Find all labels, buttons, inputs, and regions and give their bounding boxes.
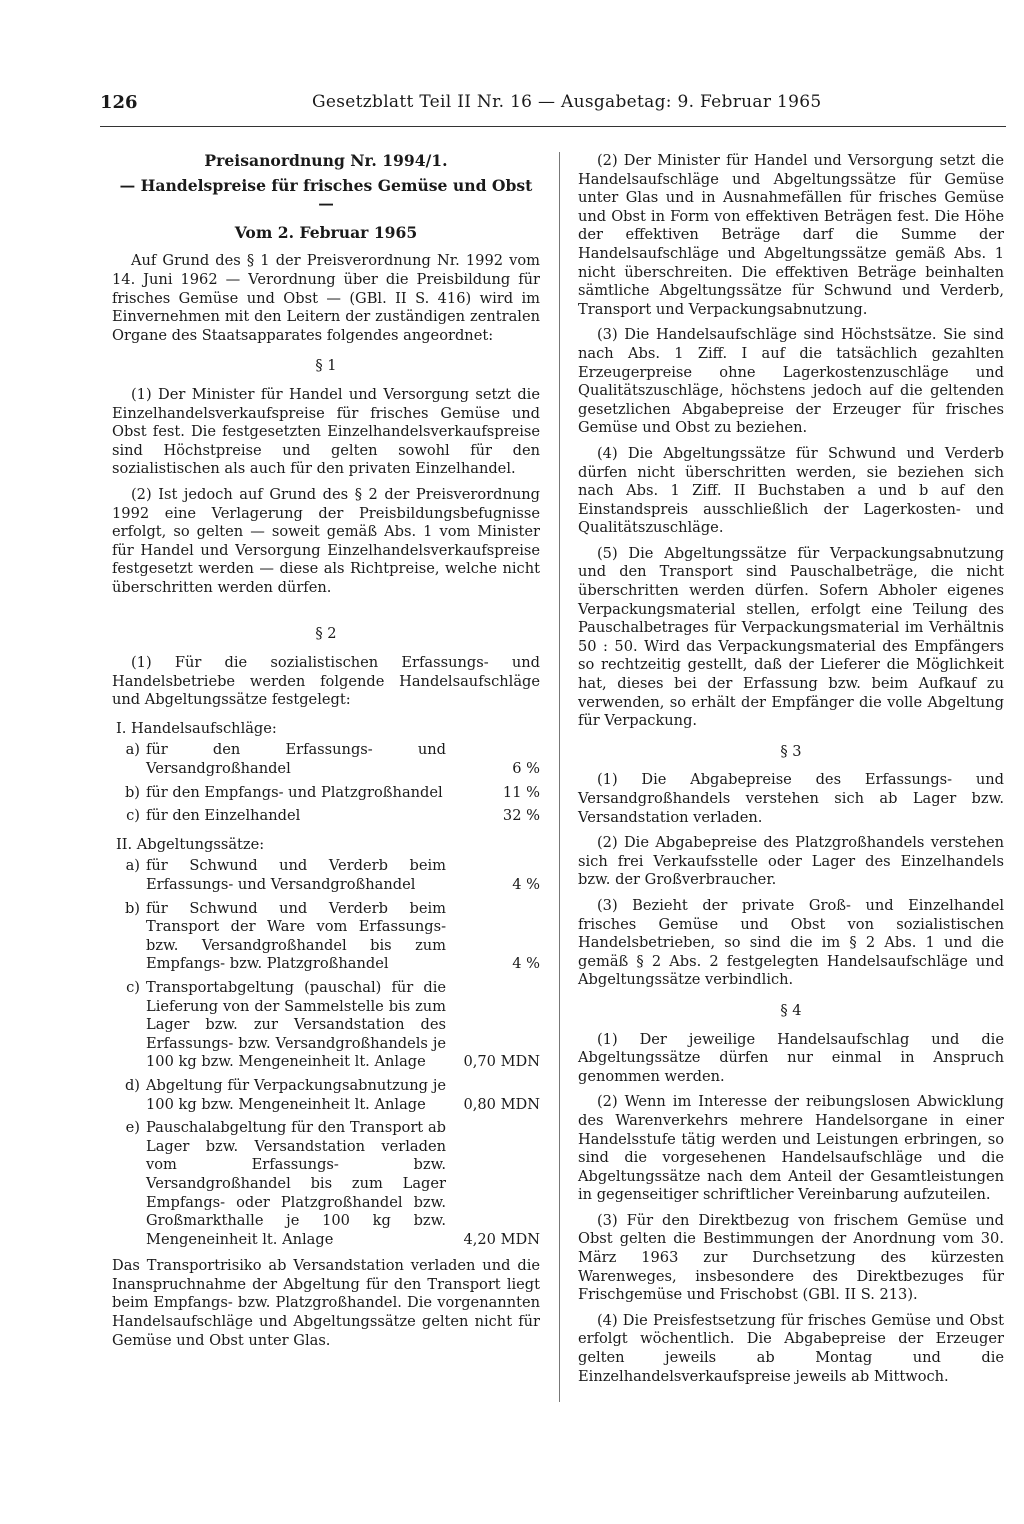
item-label: c) [126, 978, 140, 996]
section-3-paragraph-2: (2) Die Abgabepreise des Platzgroßhandels verstehen sich frei Verkaufsstelle oder Lager des Einzelhandels bzw. der Großverbraucher. [578, 834, 1004, 889]
decree-title: Preisanordnung Nr. 1994/1. [204, 151, 448, 170]
item-label: b) [124, 783, 140, 801]
list-heading: II. Abgeltungssätze: [116, 835, 265, 853]
left-column [112, 152, 540, 1357]
item-value: 6 % [512, 760, 540, 778]
item-value: 4,20 MDN [463, 1230, 540, 1248]
item-text: für den Empfangs- und Platzgroßhandel [146, 783, 443, 801]
section-4-paragraph-1: (1) Der jeweilige Handelsaufschlag und die Abgeltungssätze dürfen nur einmal in Anspruch genommen werden. [578, 1030, 1004, 1085]
item-value: 0,70 MDN [463, 1053, 540, 1071]
section-4-heading: § 4 [780, 1001, 802, 1019]
item-value: 4 % [512, 955, 540, 973]
item-text: Pauschalabgeltung für den Transport ab Lager bzw. Versandstation verladen vom Erfassungs- bzw. Versandgroßhandel bis zum Lager Empfangs- oder Platzgroßhandel bzw. Großmarkthalle je 100 kg bzw. Mengeneinheit lt. Anlage [146, 1119, 446, 1248]
preamble-paragraph: Auf Grund des § 1 der Preisverordnung Nr. 1992 vom 14. Juni 1962 — Verordnung über die Preisbildung für frisches Gemüse und Obst — (GBl. II S. 416) wird im Einvernehmen mit den Leitern der zuständigen zentralen Organe des Staatsapparates folgendes angeordnet: [112, 252, 540, 344]
page-number: 126 [100, 92, 138, 113]
item-label: b) [124, 899, 140, 917]
item-text: für Schwund und Verderb beim Erfassungs- und Versandgroßhandel [146, 857, 446, 893]
handelsaufschlaege-list [112, 720, 540, 826]
page-header [100, 86, 1006, 127]
section-2-paragraph-4: (4) Die Abgeltungssätze für Schwund und Verderb dürfen nicht überschritten werden, sie beziehen sich nach Abs. 1 Ziff. II Buchstaben a und b auf den Einstandspreis ausschließlich der Lagerkosten- und Qualitätszuschläge. [578, 444, 1004, 537]
item-text: Transportabgeltung (pauschal) für die Lieferung von der Sammelstelle bis zum Lager bzw. zur Versandstation des Erfassungs- bzw. Versandgroßhandels je 100 kg bzw. Mengeneinheit lt. Anlage [146, 978, 446, 1071]
list-item [112, 1077, 540, 1114]
list-item [112, 1119, 540, 1249]
section-3-paragraph-3: (3) Bezieht der private Groß- und Einzelhandel frisches Gemüse und Obst von sozialistischen Handelsbetrieben, so sind die im § 2 Abs. 1 und die gemäß § 2 Abs. 2 festgelegten Handelsaufschläge und Abgeltungssätze verbindlich. [578, 896, 1004, 989]
list-item [112, 900, 540, 974]
section-3-heading: § 3 [780, 742, 802, 760]
section-4-paragraph-2: (2) Wenn im Interesse der reibungslosen Abwicklung des Warenverkehrs mehrere Handelsorgane in einer Handelsstufe tätig werden und Leistungen erbringen, so sind die vorgesehenen Handelsaufschläge und die Abgeltungssätze nach dem Anteil der Gesamtleistungen in gegenseitiger schriftlicher Vereinbarung aufzuteilen. [578, 1093, 1004, 1204]
list-item [112, 857, 540, 894]
item-label: e) [125, 1119, 140, 1137]
list-item [112, 784, 540, 803]
section-2-paragraph-5: (5) Die Abgeltungssätze für Verpackungsabnutzung und den Transport sind Pauschalbeträge, die nicht überschritten werden dürfen. Sofern Abholer eigenes Verpackungsmaterial stellen, erfolgt eine Teilung des Pauschalbetrages für Verpackungsmaterial im Verhältnis 50 : 50. Wird das Verpackungsmaterial des Empfängers so rechtzeitig gestellt, daß der Lieferer die Möglichkeit hat, dieses bei der Erfassung bzw. beim Aufkauf zu verwenden, so erhält der Empfänger die volle Abgeltung für Verpackung. [578, 544, 1004, 730]
item-text: für den Erfassungs- und Versandgroßhandel [146, 741, 446, 778]
section-1-heading: § 1 [315, 357, 337, 375]
item-label: c) [126, 807, 140, 825]
decree-date: Vom 2. Februar 1965 [234, 222, 418, 242]
item-text: Abgeltung für Verpackungsabnutzung je 100 kg bzw. Mengeneinheit lt. Anlage [146, 1076, 446, 1113]
abgeltungssaetze-list [112, 836, 540, 1249]
section-4-paragraph-3: (3) Für den Direktbezug von frischem Gemüse und Obst gelten die Bestimmungen der Anordnung vom 30. März 1963 zur Durchsetzung des kürzesten Warenweges, insbesondere des Direktbezuges für Frischgemüse und Frischobst (GBl. II S. 213). [578, 1211, 1004, 1304]
item-value: 0,80 MDN [463, 1095, 540, 1113]
item-value: 11 % [502, 783, 540, 801]
list-heading: I. Handelsaufschläge: [116, 719, 277, 737]
section-2-paragraph-3: (3) Die Handelsaufschläge sind Höchstsätze. Sie sind nach Abs. 1 Ziff. I auf die tatsächlich gezahlten Erzeugerpreise ohne Lagerkostenzuschläge und Qualitätszuschläge, höchstens jedoch auf die geltenden gesetzlichen Abgabepreise der Erzeuger für frisches Gemüse und Obst zu beziehen. [578, 326, 1004, 437]
item-label: a) [125, 857, 140, 875]
decree-subtitle: — Handelspreise für frisches Gemüse und Obst — [119, 175, 533, 214]
section-1-paragraph-1: (1) Der Minister für Handel und Versorgung setzt die Einzelhandelsverkaufspreise für frisches Gemüse und Obst fest. Die festgesetzten Einzelhandelsverkaufspreise sind Höchstpreise und gelten sowohl für den sozialistischen als auch für den privaten Einzelhandel. [112, 385, 540, 478]
section-2-heading: § 2 [315, 625, 337, 643]
running-header-title: Gesetzblatt Teil II Nr. 16 — Ausgabetag: 9. Februar 1965 [312, 92, 822, 112]
item-text: für den Einzelhandel [146, 807, 301, 825]
closing-paragraph: Das Transportrisiko ab Versandstation verladen und die Inanspruchnahme der Abgeltung für den Transport liegt beim Empfangs- bzw. Platzgroßhandel. Die vorgenannten Handelsaufschläge und Abgeltungssätze gelten nicht für Gemüse und Obst unter Glas. [112, 1257, 540, 1349]
list-item [112, 979, 540, 1072]
section-3-paragraph-1: (1) Die Abgabepreise des Erfassungs- und Versandgroßhandels verstehen sich ab Lager bzw. Versandstation verladen. [578, 771, 1004, 826]
item-value: 32 % [502, 807, 540, 825]
item-label: d) [124, 1076, 140, 1094]
column-divider [559, 152, 560, 1402]
right-column [578, 152, 1004, 1393]
section-1-paragraph-2: (2) Ist jedoch auf Grund des § 2 der Preisverordnung 1992 eine Verlagerung der Preisbildungsbefugnisse erfolgt, so gelten — soweit gemäß Abs. 1 vom Minister für Handel und Versorgung Einzelhandelsverkaufspreise festgesetzt werden — diese als Richtpreise, welche nicht überschritten werden dürfen. [112, 485, 540, 596]
list-item [112, 741, 540, 778]
item-text: für Schwund und Verderb beim Transport der Ware vom Erfassungs- bzw. Versandgroßhandel bis zum Empfangs- bzw. Platzgroßhandel [146, 899, 446, 973]
item-value: 4 % [512, 876, 540, 893]
item-label: a) [125, 741, 140, 759]
section-2-paragraph-2: (2) Der Minister für Handel und Versorgung setzt die Handelsaufschläge und Abgeltungssätze für Gemüse unter Glas und in Ausnahmefällen für frisches Gemüse und Obst in Form von effektiven Beträgen fest. Die Höhe der effektiven Beträge darf die Summe der Handelsaufschläge und Abgeltungssätze gemäß Abs. 1 nicht überschreiten. Die effektiven Beträge beinhalten sämtliche Abgeltungssätze für Schwund und Verderb, Transport und Verpackungsabnutzung. [578, 152, 1004, 318]
list-item [112, 807, 540, 826]
section-4-paragraph-4: (4) Die Preisfestsetzung für frisches Gemüse und Obst erfolgt wöchentlich. Die Abgabepreise der Erzeuger gelten jeweils ab Montag und die Einzelhandelsverkaufspreise jeweils ab Mittwoch. [578, 1311, 1004, 1385]
section-2-paragraph-1: (1) Für die sozialistischen Erfassungs- und Handelsbetriebe werden folgende Handelsaufschläge und Abgeltungssätze festgelegt: [112, 654, 540, 709]
